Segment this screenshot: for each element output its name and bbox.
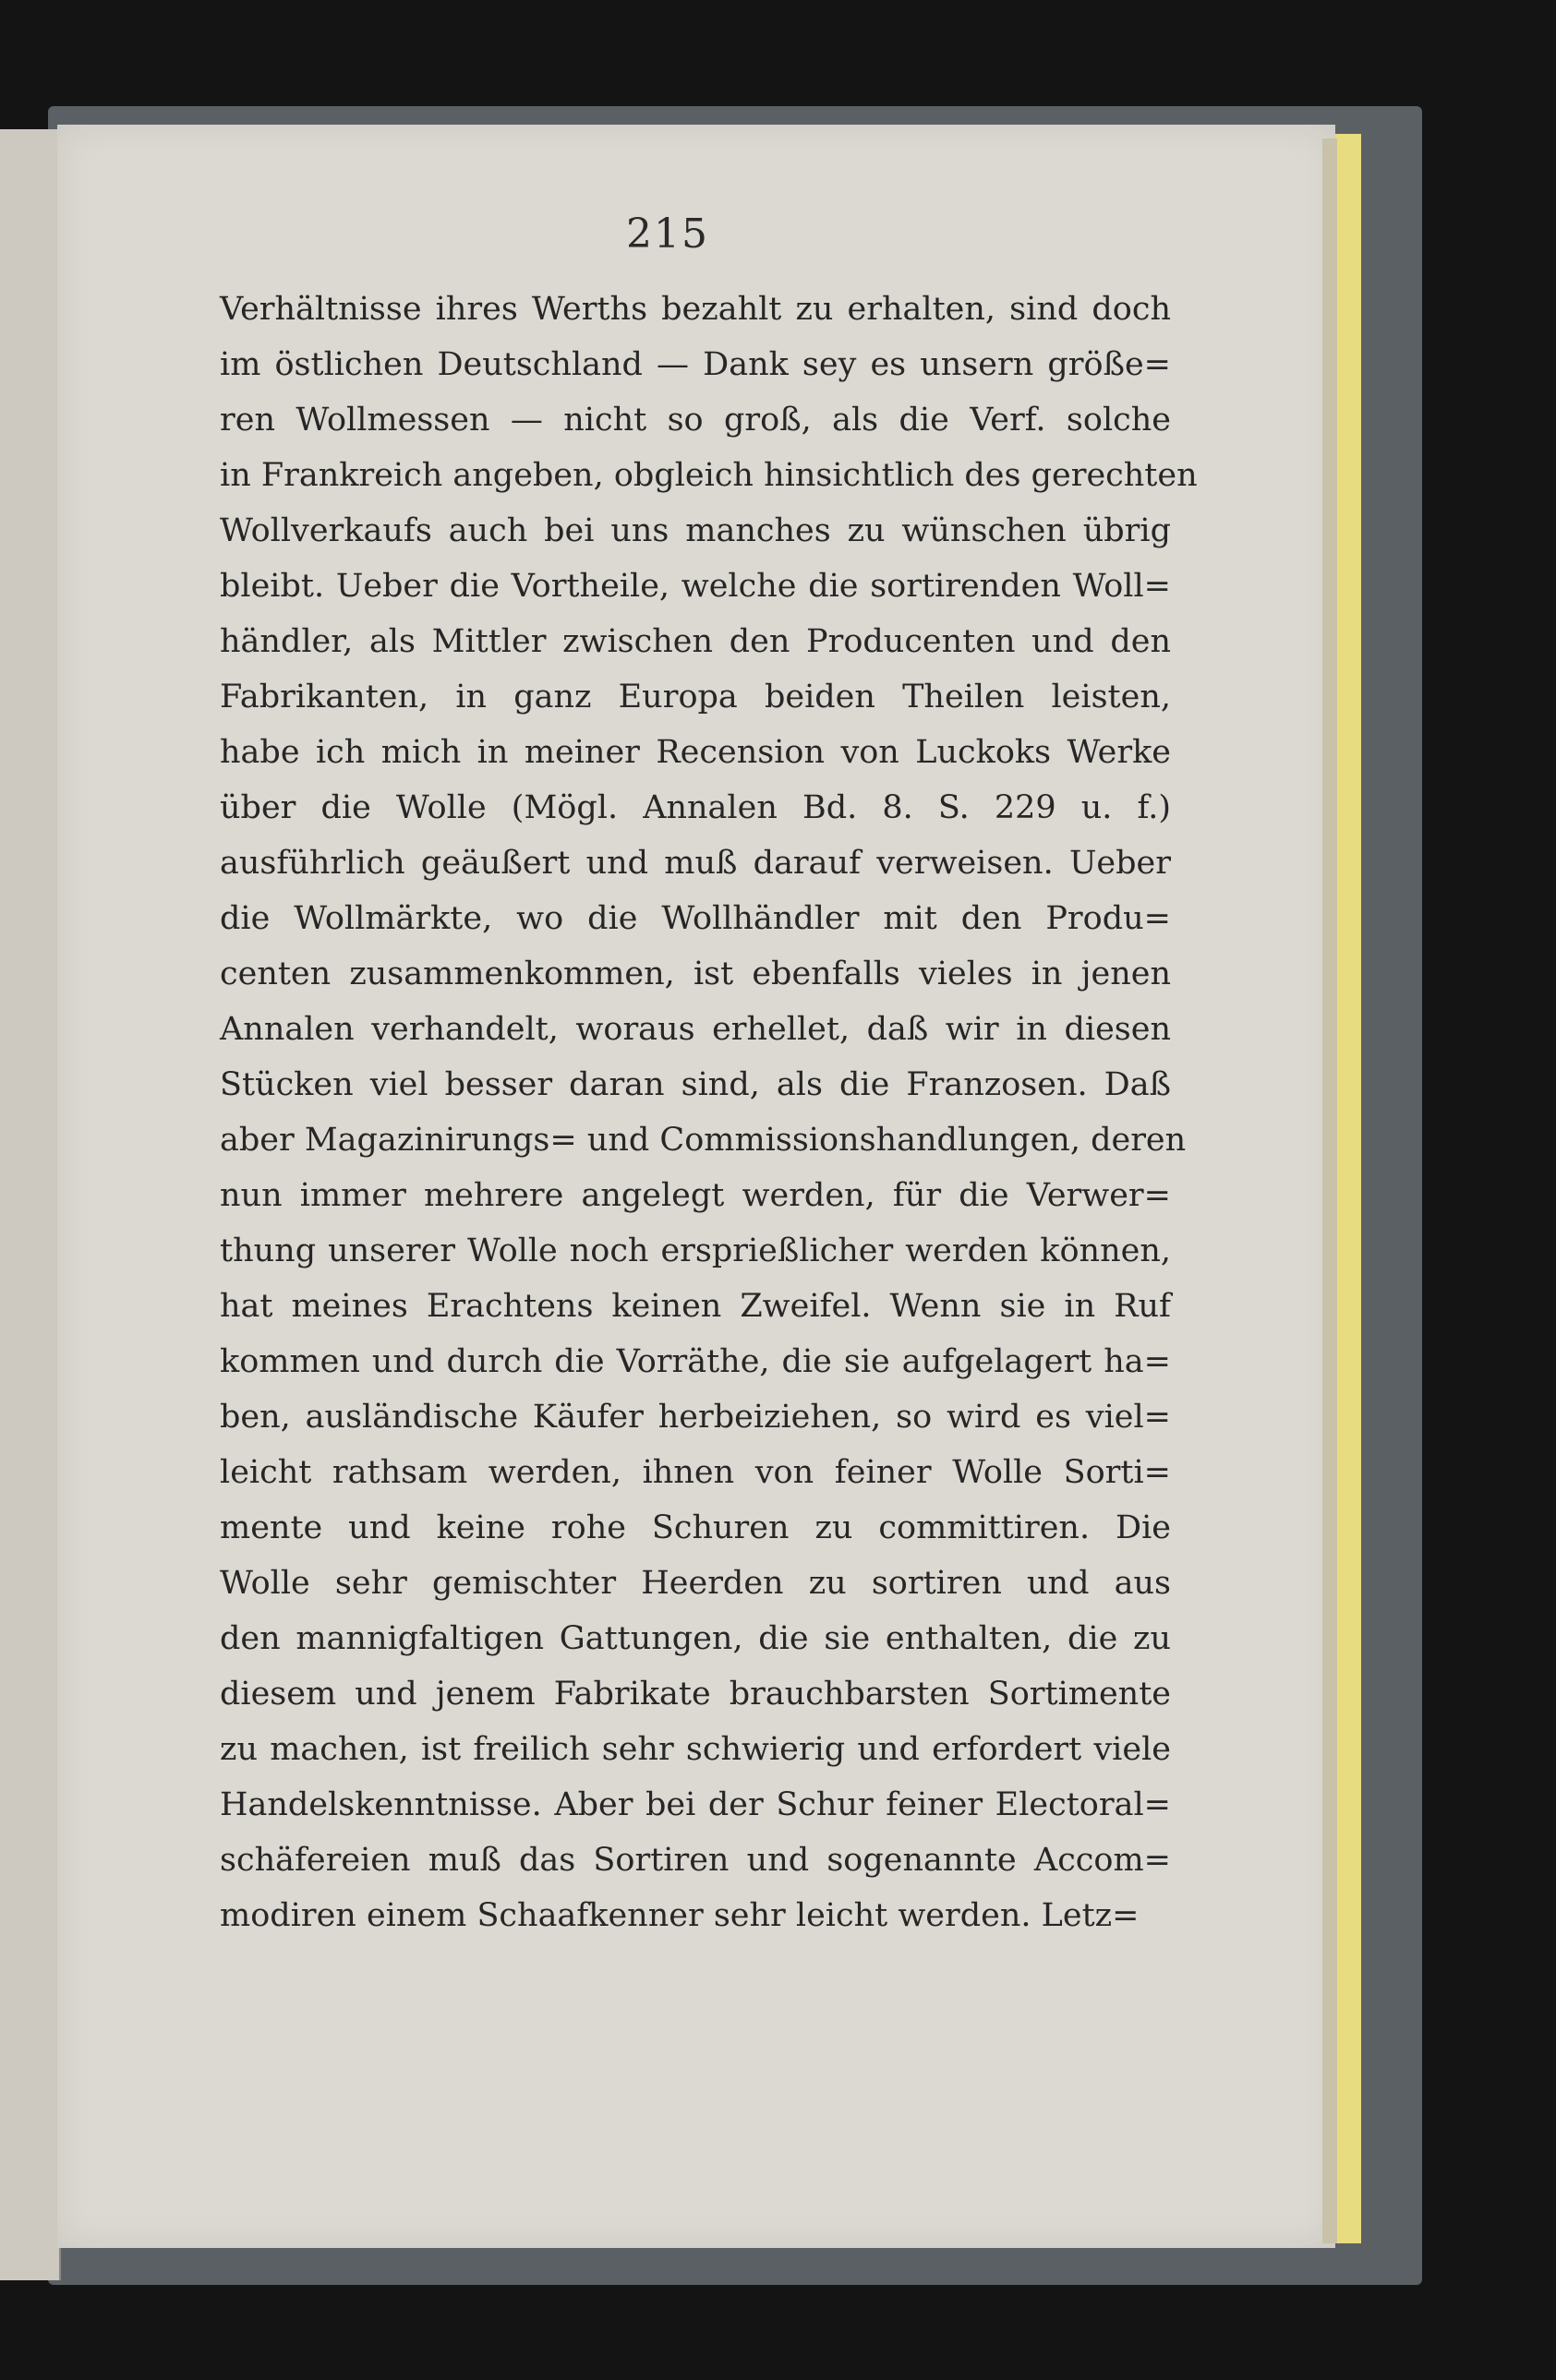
text-line: Stücken viel besser daran sind, als die Franzosen. Daß xyxy=(220,1066,1171,1103)
page-stack-edge xyxy=(1322,138,1337,2243)
text-line: die Wollmärkte, wo die Wollhändler mit den Produ= xyxy=(220,900,1171,937)
text-line: Verhältnisse ihres Werths bezahlt zu erhalten, sind doch xyxy=(220,291,1171,328)
text-line: kommen und durch die Vorräthe, die sie aufgelagert ha= xyxy=(220,1343,1171,1380)
text-line: leicht rathsam werden, ihnen von feiner Wolle Sorti= xyxy=(220,1454,1171,1491)
text-line: über die Wolle (Mögl. Annalen Bd. 8. S. 229 u. f.) xyxy=(220,789,1171,826)
text-line: zu machen, ist freilich sehr schwierig und erfordert viele xyxy=(220,1731,1171,1768)
page-edge-yellow xyxy=(1335,134,1361,2243)
text-line: schäfereien muß das Sortiren und sogenannte Accom= xyxy=(220,1842,1171,1879)
text-line: ren Wollmessen — nicht so groß, als die Verf. solche xyxy=(220,402,1171,439)
text-line: diesem und jenem Fabrikate brauchbarsten Sortimente xyxy=(220,1676,1171,1713)
text-line: mente und keine rohe Schuren zu committiren. Die xyxy=(220,1509,1171,1546)
facing-page-edge xyxy=(0,129,61,2280)
text-line: bleibt. Ueber die Vortheile, welche die sortirenden Woll= xyxy=(220,568,1171,605)
text-line: ausführlich geäußert und muß darauf verweisen. Ueber xyxy=(220,845,1171,882)
text-line: thung unserer Wolle noch ersprießlicher werden können, xyxy=(220,1232,1171,1269)
text-line: aber Magazinirungs= und Commissionshandlungen, deren xyxy=(220,1122,1187,1159)
text-line: hat meines Erachtens keinen Zweifel. Wenn sie in Ruf xyxy=(220,1288,1171,1325)
text-line: nun immer mehrere angelegt werden, für die Verwer= xyxy=(220,1177,1171,1214)
text-line: Wollverkaufs auch bei uns manches zu wünschen übrig xyxy=(220,512,1171,549)
text-line: Wolle sehr gemischter Heerden zu sortiren und aus xyxy=(220,1565,1171,1602)
text-line: in Frankreich angeben, obgleich hinsichtlich des gerechten xyxy=(220,457,1198,494)
text-line: händler, als Mittler zwischen den Producenten und den xyxy=(220,623,1171,660)
text-line: Fabrikanten, in ganz Europa beiden Theilen leisten, xyxy=(220,679,1171,715)
text-line: Handelskenntnisse. Aber bei der Schur feiner Electoral= xyxy=(220,1786,1171,1823)
text-line: ben, ausländische Käufer herbeiziehen, so wird es viel= xyxy=(220,1399,1171,1436)
text-line: habe ich mich in meiner Recension von Luckoks Werke xyxy=(220,734,1171,771)
body-text xyxy=(220,282,1198,1943)
text-line: den mannigfaltigen Gattungen, die sie enthalten, die zu xyxy=(220,1620,1171,1657)
text-line: centen zusammenkommen, ist ebenfalls vieles in jenen xyxy=(220,956,1171,992)
text-line: modiren einem Schaafkenner sehr leicht werden. Letz= xyxy=(220,1897,1140,1934)
text-line: Annalen verhandelt, woraus erhellet, daß wir in diesen xyxy=(220,1011,1171,1048)
text-line: im östlichen Deutschland — Dank sey es unsern größe= xyxy=(220,346,1171,383)
page-number: 215 xyxy=(626,210,709,258)
